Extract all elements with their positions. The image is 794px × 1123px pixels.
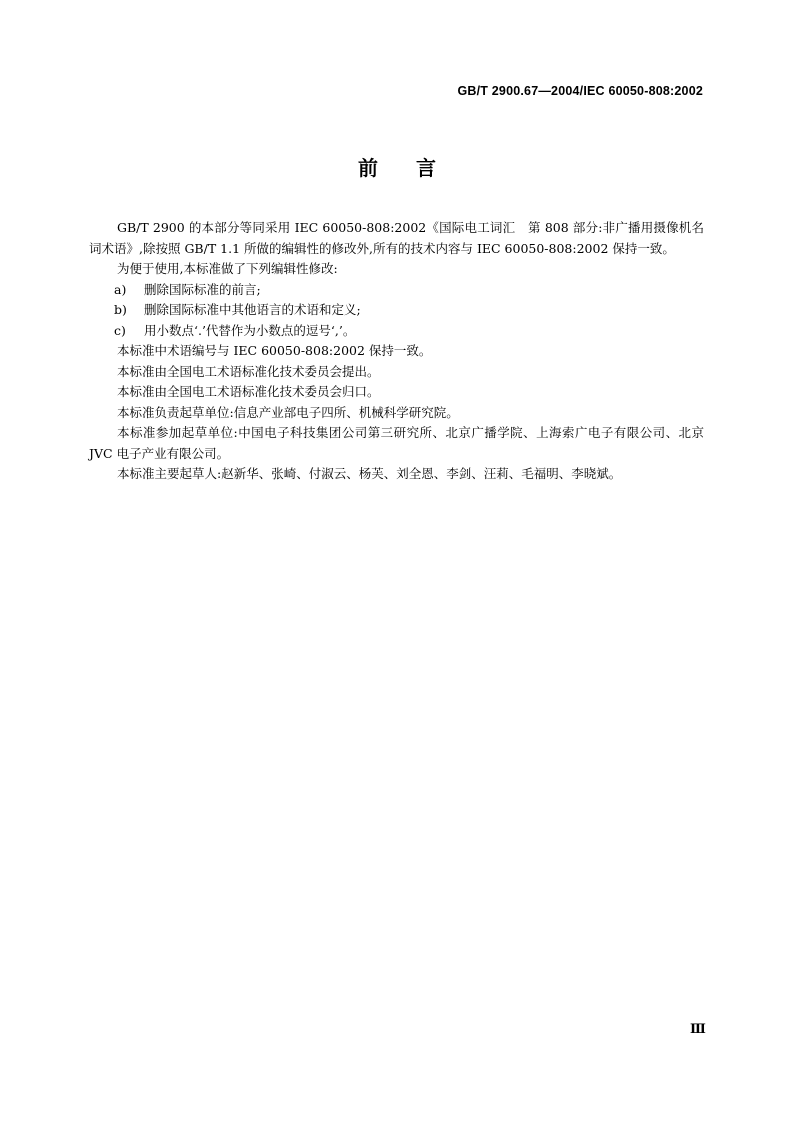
standard-code-header: GB/T 2900.67—2004/IEC 60050-808:2002 xyxy=(457,84,703,98)
paragraph-numbering: 本标准中术语编号与 IEC 60050-808:2002 保持一致。 xyxy=(117,343,432,358)
paragraph-administered-by: 本标准由全国电工术语标准化技术委员会归口。 xyxy=(117,384,380,399)
list-item-text: 删除国际标准中其他语言的术语和定义; xyxy=(144,302,361,317)
list-item xyxy=(89,280,704,301)
foreword-body xyxy=(89,218,704,485)
paragraph-edit-intro: 为便于使用,本标准做了下列编辑性修改: xyxy=(117,261,338,276)
paragraph-proposed-by: 本标准由全国电工术语标准化技术委员会提出。 xyxy=(117,363,380,379)
paragraph-participating-drafters: 本标准参加起草单位:中国电子科技集团公司第三研究所、北京广播学院、上海索广电子有限公司、北京 JVC 电子产业有限公司。 xyxy=(89,425,704,461)
paragraph-adoption: GB/T 2900 的本部分等同采用 IEC 60050-808:2002《国际电工词汇 第 808 部分:非广播用摄像机名词术语》,除按照 GB/T 1.1 所做的编辑性的修改外,所有的技术内容与 IEC 60050-808:2002 保持一致。 xyxy=(89,220,704,256)
paragraph-responsible-drafters: 本标准负责起草单位:信息产业部电子四所、机械科学研究院。 xyxy=(117,404,459,420)
list-item-text: 删除国际标准的前言; xyxy=(144,281,261,297)
page-title: 前言 xyxy=(358,156,474,180)
list-item-text: 用小数点‘.’代替作为小数点的逗号‘,’。 xyxy=(144,322,356,338)
paragraph-main-drafters: 本标准主要起草人:赵新华、张崎、付淑云、杨芙、刘全恩、李剑、汪莉、毛福明、李晓斌。 xyxy=(117,466,622,481)
page-number: Ⅲ xyxy=(690,1021,706,1036)
list-item xyxy=(89,300,704,321)
list-marker: c) xyxy=(114,322,126,338)
list-marker: a) xyxy=(114,281,127,297)
list-marker: b) xyxy=(114,302,127,317)
list-item xyxy=(89,321,704,342)
